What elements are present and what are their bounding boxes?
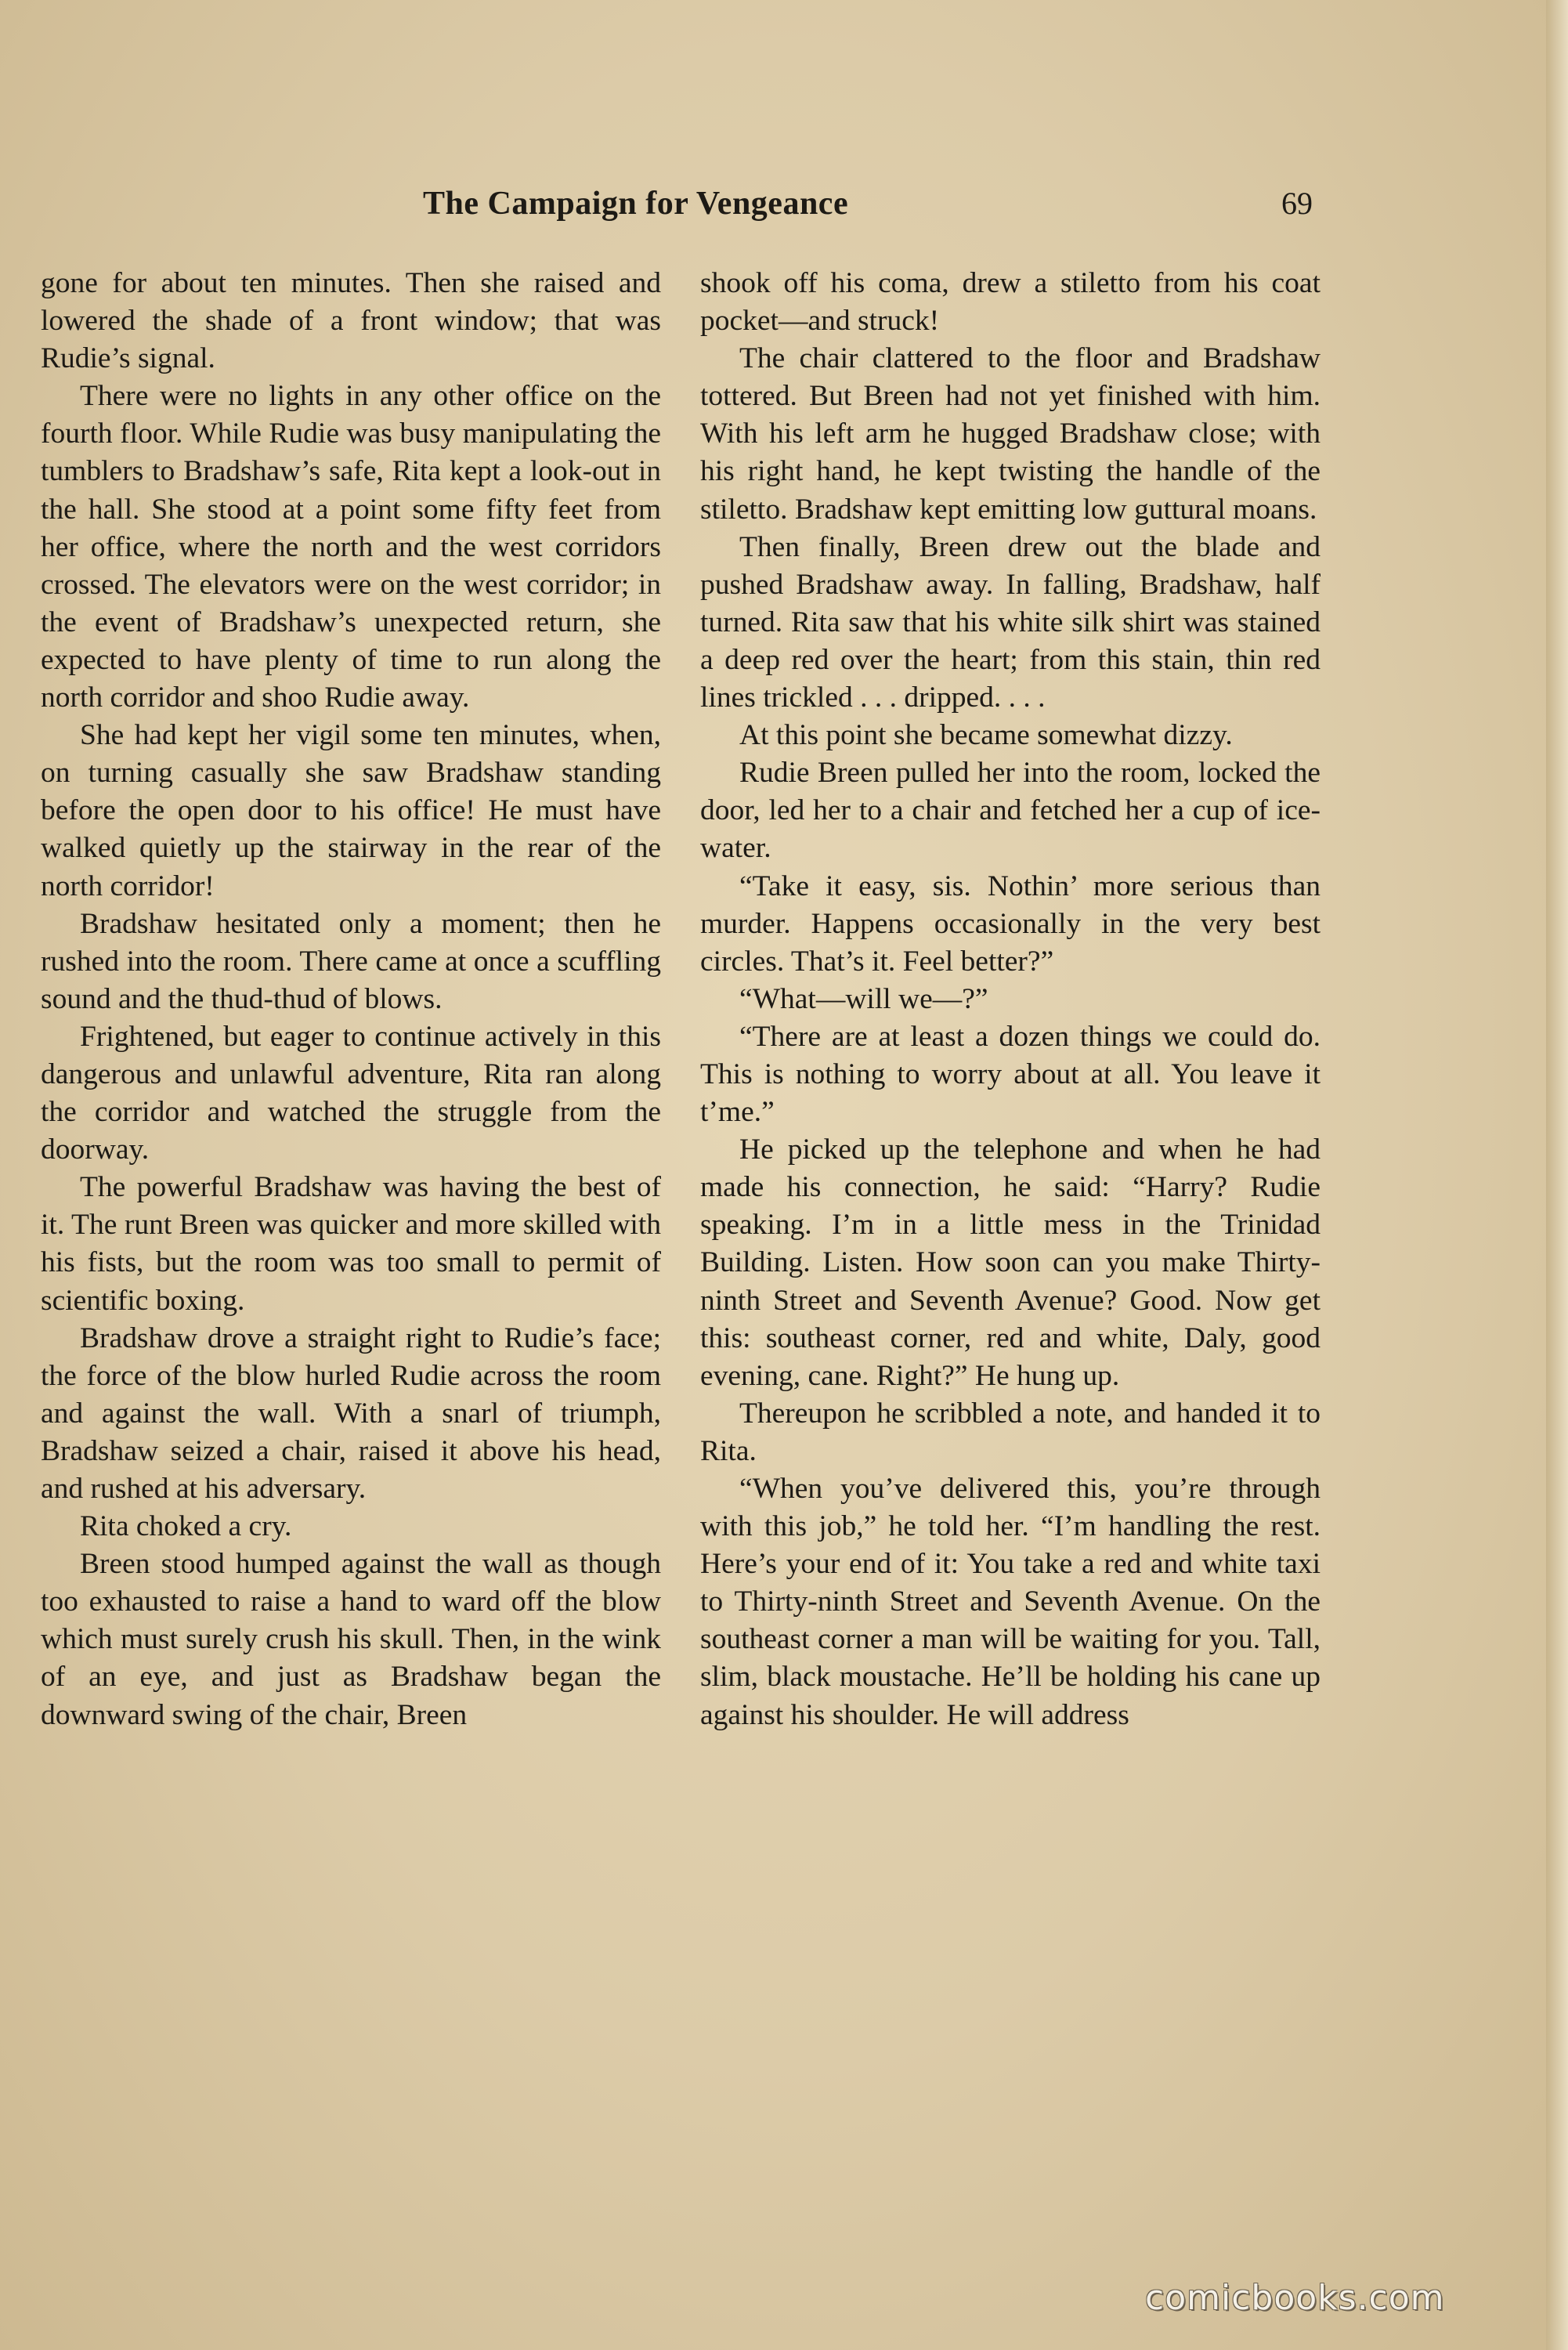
paragraph: Frightened, but eager to continue actively in this dangerous and unlawful adventure, Rita ran along the corridor and watched the struggle from the doorway. bbox=[41, 1020, 661, 1166]
paragraph: She had kept her vigil some ten minutes, when, on turning casually she saw Bradshaw standing before the open door to his office! He must have walked quietly up the stairway in the rear of the north corridor! bbox=[41, 719, 661, 902]
paragraph: “When you’ve delivered this, you’re through with this job,” he told her. “I’m handling the rest. Here’s your end of it: You take a red and white taxi to Thirty-ninth Street and Seventh Avenue. On the southeast corner a man will be waiting for you. Tall, slim, black moustache. He’ll be holding his cane up against his shoulder. He will address bbox=[700, 1473, 1321, 1731]
paragraph: shook off his coma, drew a stiletto from his coat pocket—and struck! bbox=[700, 267, 1321, 338]
paragraph: The chair clattered to the floor and Bradshaw tottered. But Breen had not yet finished with him. With his left arm he hugged Bradshaw close; with his right hand, he kept twisting the handle of the stiletto. Bradshaw kept emitting low guttural moans. bbox=[700, 342, 1321, 526]
paragraph: Bradshaw hesitated only a moment; then he rushed into the room. There came at once a scuffling sound and the thud-thud of blows. bbox=[41, 907, 661, 1015]
paragraph: Thereupon he scribbled a note, and handed it to Rita. bbox=[700, 1397, 1321, 1467]
page-number: 69 bbox=[1281, 186, 1313, 221]
paragraph: “What—will we—?” bbox=[739, 982, 988, 1015]
right-text-column bbox=[700, 265, 1321, 1734]
paragraph: At this point she became somewhat dizzy. bbox=[739, 719, 1233, 752]
paragraph: Rita choked a cry. bbox=[80, 1510, 292, 1543]
paragraph: “Take it easy, sis. Nothin’ more serious than murder. Happens occasionally in the very best circles. That’s it. Feel better?” bbox=[700, 870, 1321, 978]
page-header bbox=[0, 185, 1568, 232]
paragraph: “There are at least a dozen things we could do. This is nothing to worry about at all. You leave it t’me.” bbox=[700, 1020, 1321, 1129]
paragraph: Bradshaw drove a straight right to Rudie’s face; the force of the blow hurled Rudie across the room and against the wall. With a snarl of triumph, Bradshaw seized a chair, raised it above his head, and rushed at his adversary. bbox=[41, 1321, 661, 1505]
paragraph: Breen stood humped against the wall as though too exhausted to raise a hand to ward off the blow which must surely crush his skull. Then, in the wink of an eye, and just as Bradshaw began the downward swing of the chair, Breen bbox=[41, 1548, 661, 1731]
paragraph: Rudie Breen pulled her into the room, locked the door, led her to a chair and fetched her a cup of ice-water. bbox=[700, 757, 1321, 865]
paragraph: The powerful Bradshaw was having the best of it. The runt Breen was quicker and more skilled with his fists, but the room was too small to permit of scientific boxing. bbox=[41, 1171, 661, 1317]
left-text-column bbox=[41, 265, 661, 1734]
paragraph: There were no lights in any other office on the fourth floor. While Rudie was busy manipulating the tumblers to Bradshaw’s safe, Rita kept a look-out in the hall. She stood at a point some fifty feet from her office, where the north and the west corridors crossed. The elevators were on the west corridor; in the event of Bradshaw’s unexpected return, she expected to have plenty of time to run along the north corridor and shoo Rudie away. bbox=[41, 380, 661, 714]
paragraph: Then finally, Breen drew out the blade and pushed Bradshaw away. In falling, Bradshaw, half turned. Rita saw that his white silk shirt was stained a deep red over the heart; from this stain, thin red lines trickled . . . dripped. . . . bbox=[700, 530, 1321, 714]
running-title: The Campaign for Vengeance bbox=[423, 186, 849, 222]
page-edge bbox=[1546, 0, 1568, 2350]
paragraph: gone for about ten minutes. Then she raised and lowered the shade of a front window; that was Rudie’s signal. bbox=[41, 267, 661, 375]
paragraph: He picked up the telephone and when he had made his connection, he said: “Harry? Rudie speaking. I’m in a little mess in the Trinidad Building. Listen. How soon can you make Thirty-ninth Street and Seventh Avenue? Good. Now get this: southeast corner, red and white, Daly, good evening, cane. Right?” He hung up. bbox=[700, 1133, 1321, 1392]
watermark: comicbooks.com bbox=[1145, 2278, 1445, 2318]
